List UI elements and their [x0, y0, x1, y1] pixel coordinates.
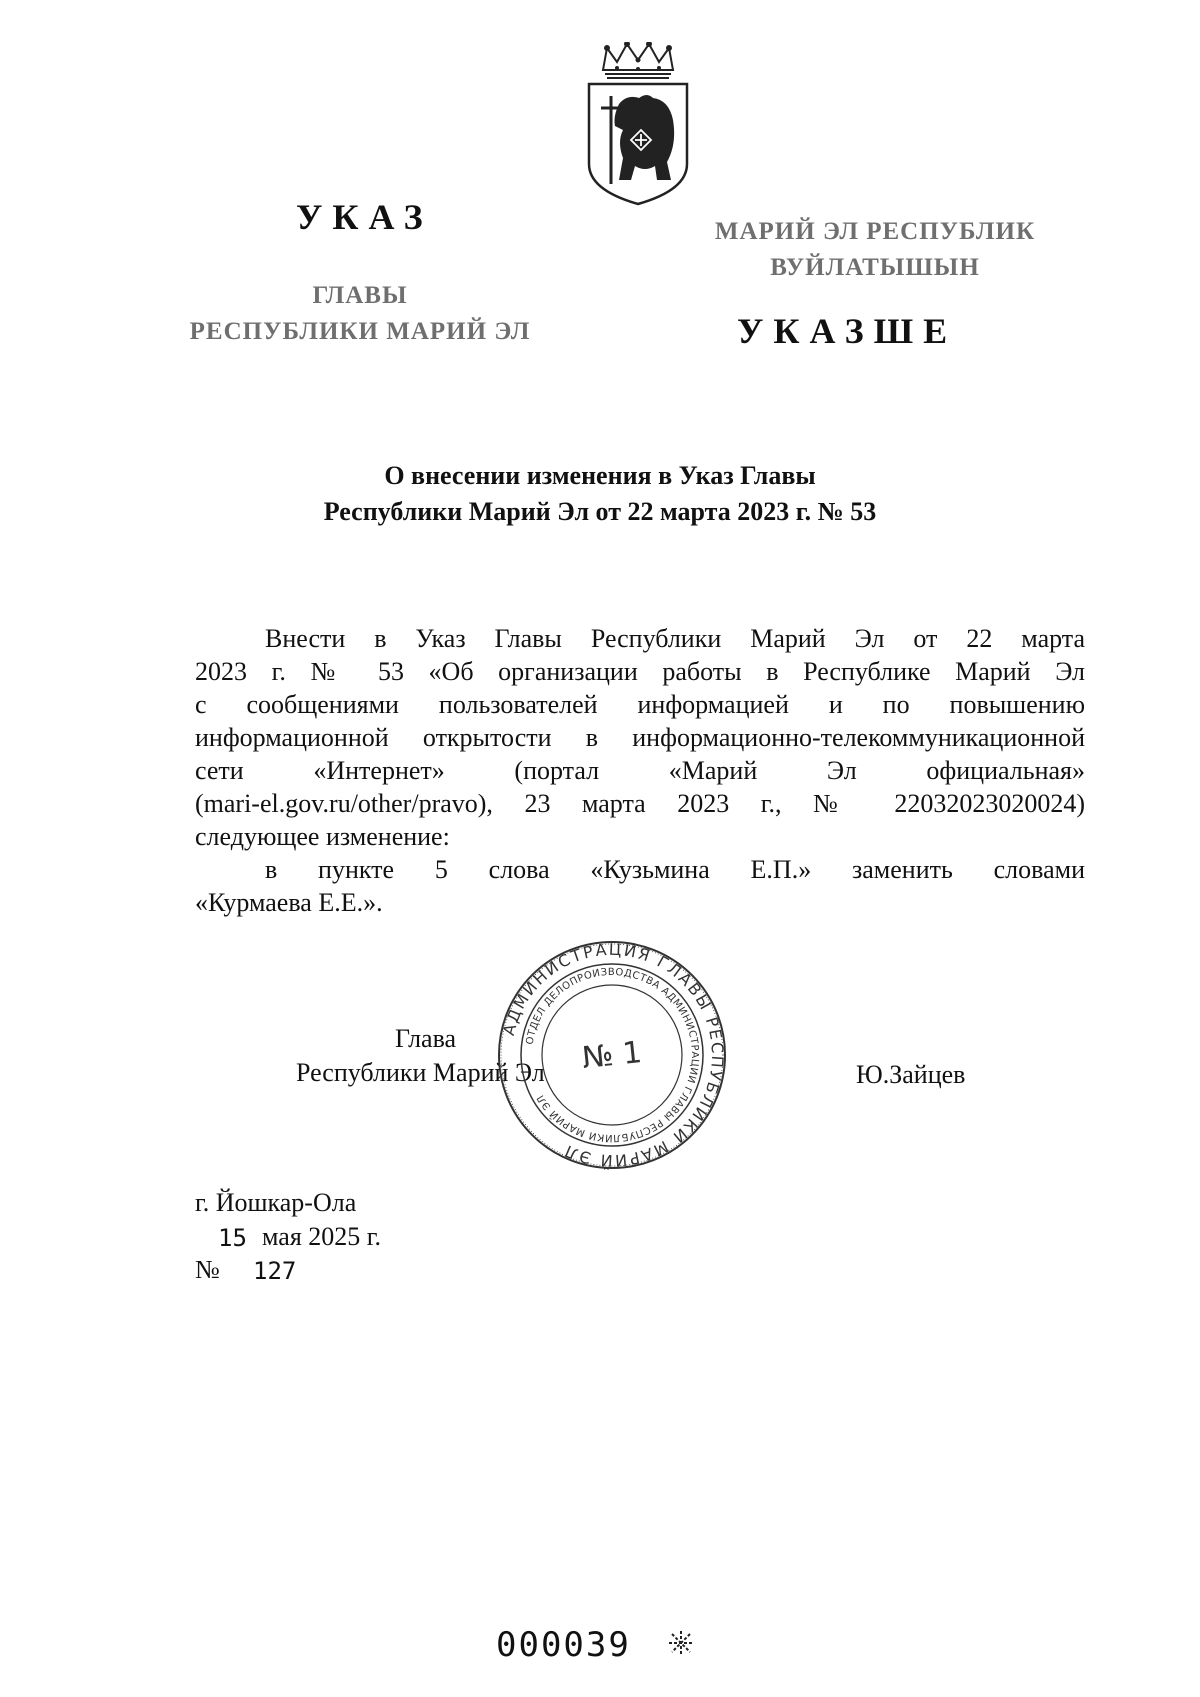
signature-name: Ю.Зайцев: [856, 1060, 966, 1089]
stamp-number: № 1: [580, 1034, 644, 1077]
body-line: сети «Интернет» (портал «Марий Эл официальная»: [195, 756, 1085, 785]
seal-stamp-icon: [496, 939, 728, 1171]
issuer-line-2-ru: РЕСПУБЛИКИ МАРИЙ ЭЛ: [189, 318, 531, 345]
body-line: 2023 г. № 53 «Об организации работы в Республике Марий Эл: [195, 657, 1085, 686]
body-line: информационной открытости в информационно-телекоммуникационной: [195, 723, 1085, 752]
number-label: №: [195, 1255, 220, 1284]
decorative-star-icon: [666, 1628, 696, 1658]
serial-number: 000039: [496, 1625, 631, 1665]
doc-title-line-2: Республики Марий Эл от 22 марта 2023 г. № 53: [323, 497, 877, 526]
body-line: в пункте 5 слова «Кузьмина Е.П.» заменить словами: [265, 855, 1085, 884]
coat-of-arms-icon: [583, 42, 693, 206]
issuer-line-1-ru: ГЛАВЫ: [312, 282, 408, 309]
signature-position-line-2: Республики Марий Эл: [296, 1058, 545, 1087]
body-line: (mari-el.gov.ru/other/pravo), 23 марта 2023 г., № 22032023020024): [195, 789, 1085, 818]
signature-position-line-1: Глава: [395, 1024, 457, 1053]
stamp-inner-text: ОТДЕЛ ДЕЛОПРОИЗВОДСТВА АДМИНИСТРАЦИИ ГЛАВЫ РЕСПУБЛИКИ МАРИЙ ЭЛ: [524, 966, 701, 1144]
city: г. Йошкар-Ола: [195, 1188, 357, 1217]
decree-title-ru: УКАЗ: [296, 197, 433, 237]
body-line: Внести в Указ Главы Республики Марий Эл от 22 марта: [265, 624, 1085, 653]
decree-title-mari: УКАЗШЕ: [737, 311, 958, 351]
doc-title-line-1: О внесении изменения в Указ Главы: [384, 461, 816, 490]
issuer-line-1-mari: МАРИЙ ЭЛ РЕСПУБЛИК: [714, 218, 1036, 245]
body-line: «Курмаева Е.Е.».: [195, 888, 383, 917]
issuer-line-2-mari: ВУЙЛАТЫШЫН: [770, 254, 980, 281]
body-line: следующее изменение:: [195, 822, 450, 851]
number-value: 127: [253, 1257, 297, 1285]
date-day: 15: [218, 1224, 247, 1252]
date-rest: мая 2025 г.: [262, 1222, 382, 1251]
stamp-outer-text: АДМИНИСТРАЦИЯ ГЛАВЫ РЕСПУБЛИКИ МАРИЙ ЭЛ: [499, 939, 728, 1171]
body-line: с сообщениями пользователей информацией и по повышению: [195, 690, 1085, 719]
